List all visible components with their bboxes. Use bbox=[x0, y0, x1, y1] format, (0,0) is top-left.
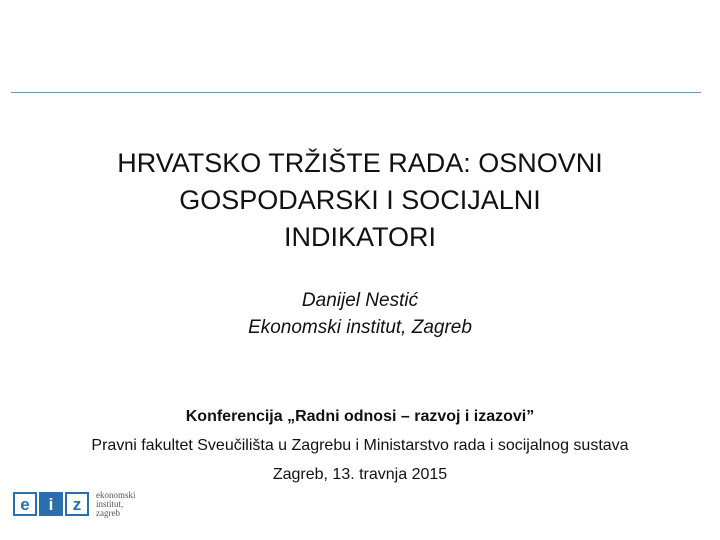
logo-word-1: ekonomski bbox=[96, 489, 136, 500]
author-block bbox=[60, 287, 660, 341]
eiz-logo bbox=[13, 490, 136, 518]
slide-title bbox=[40, 145, 680, 256]
title-line-2: GOSPODARSKI I SOCIJALNI bbox=[179, 185, 541, 215]
header-rule bbox=[11, 92, 701, 93]
conference-place-date: Zagreb, 13. travnja 2015 bbox=[272, 466, 448, 483]
conference-organizers: Pravni fakultet Sveučilišta u Zagrebu i Ministarstvo rada i socijalnog sustava bbox=[91, 437, 629, 454]
logo-letter-e: e bbox=[13, 492, 37, 516]
title-line-1: HRVATSKO TRŽIŠTE RADA: OSNOVNI bbox=[117, 148, 603, 178]
logo-word-2: institut, bbox=[96, 498, 124, 509]
logo-wordmark bbox=[96, 491, 136, 518]
conference-name: Konferencija „Radni odnosi – razvoj i izazovi” bbox=[185, 408, 535, 425]
logo-letter-z: z bbox=[65, 492, 89, 516]
author-name: Danijel Nestić bbox=[301, 290, 419, 311]
title-line-3: INDIKATORI bbox=[283, 222, 437, 252]
author-affiliation: Ekonomski institut, Zagreb bbox=[248, 317, 472, 338]
logo-letter-i: i bbox=[39, 492, 63, 516]
logo-word-3: zagreb bbox=[96, 507, 120, 518]
conference-block bbox=[0, 402, 720, 489]
